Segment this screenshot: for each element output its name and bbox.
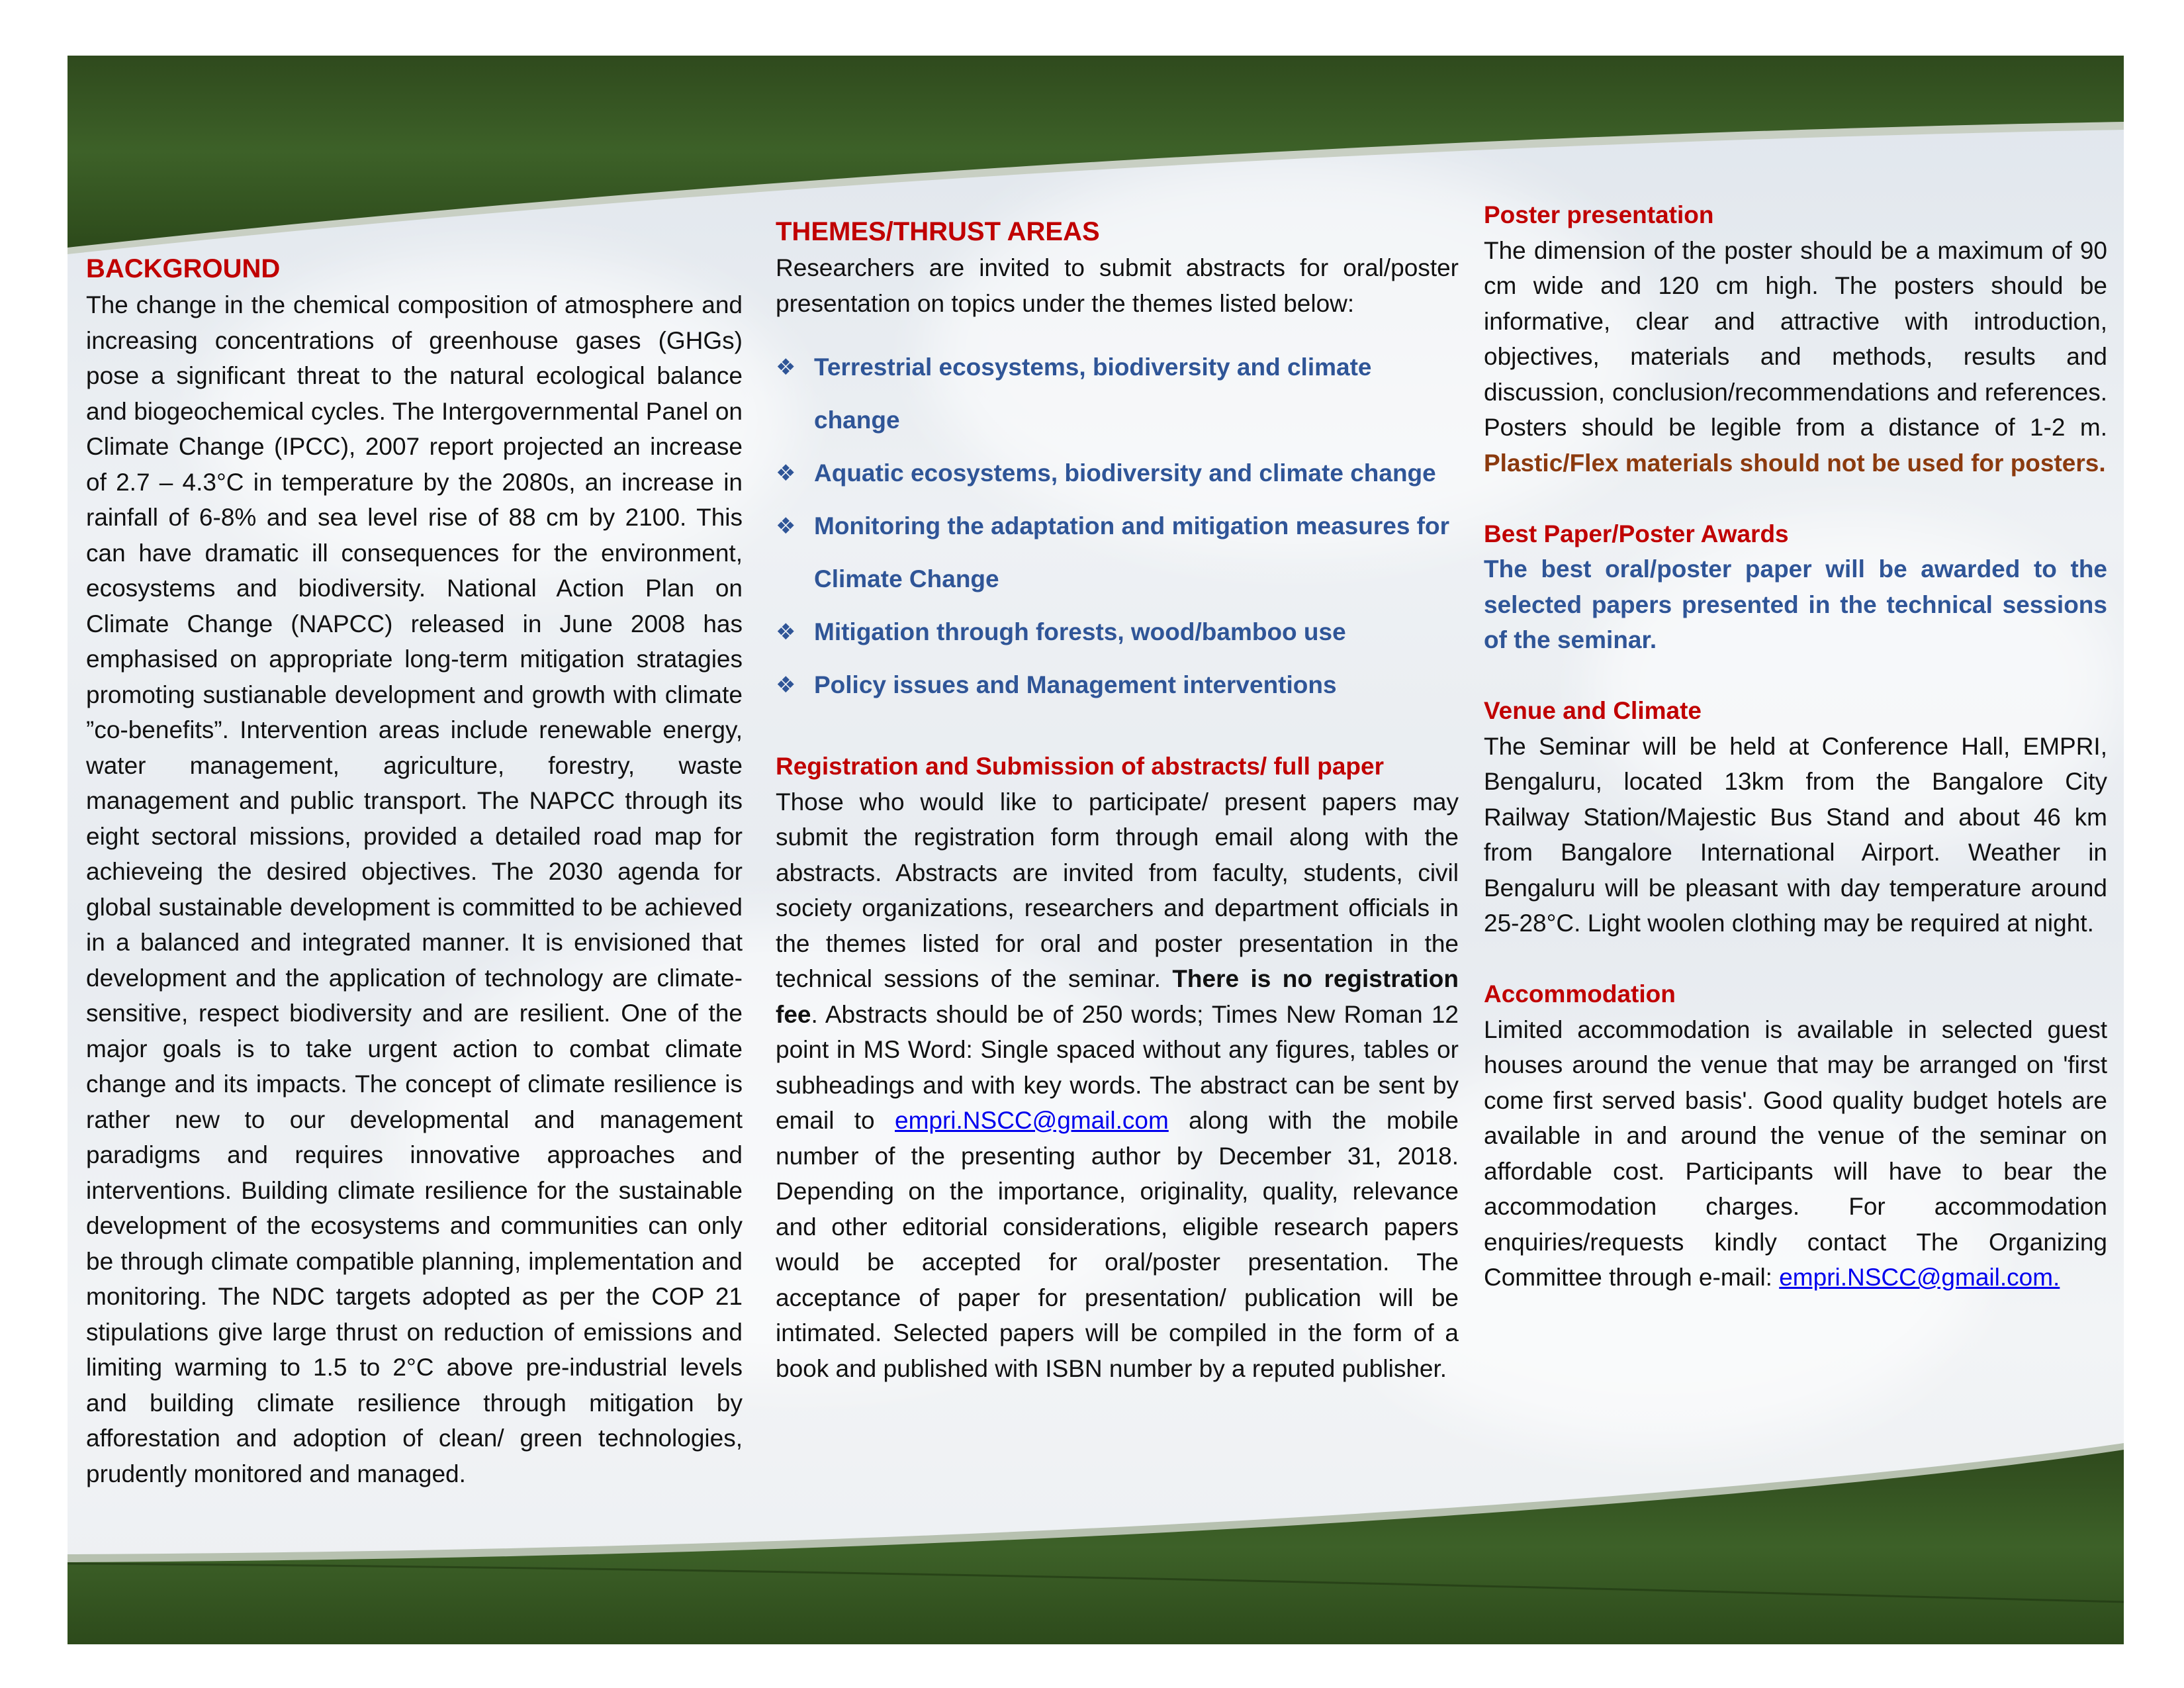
diamond-bullet-icon: ❖	[776, 514, 796, 539]
diamond-bullet-icon: ❖	[776, 620, 796, 645]
registration-email-link[interactable]: empri.NSCC@gmail.com	[895, 1107, 1169, 1134]
theme-item: ❖ Aquatic ecosystems, biodiversity and climate change	[776, 447, 1459, 500]
accommodation-body: Limited accommodation is available in selected guest houses around the venue that may be arranged on 'first come first served basis'. Good quality budget hotels are available in and around the venue of the seminar on affordable cost. Participants will have to bear the accommodation charges. For accommodation enquiries/requests kindly contact The Organizing Committee through e-mail: empri.NSCC@gmail.com.	[1484, 1015, 2107, 1291]
diamond-bullet-icon: ❖	[776, 355, 796, 380]
no-fee-notice: There is no registration fee	[776, 965, 1459, 1028]
background-heading: BACKGROUND	[86, 254, 281, 283]
themes-intro: Researchers are invited to submit abstracts for oral/poster presentation on topics under the themes listed below:	[776, 254, 1459, 317]
registration-heading: Registration and Submission of abstracts/ full paper	[776, 753, 1384, 780]
theme-item: ❖ Mitigation through forests, wood/bamboo use	[776, 606, 1459, 659]
info-column	[1484, 197, 2107, 1295]
background-body: The change in the chemical composition of atmosphere and increasing concentrations of greenhouse gases (GHGs) pose a significant threat to the natural ecological balance and biogeochemical cycles. The Intergovernmental Panel on Climate Change (IPCC), 2007 report projected an increase of 2.7 – 4.3°C in temperature by the 2080s, an increase in rainfall of 6-8% and sea level rise of 88 cm by 2100. This can have dramatic ill consequences for the environment, ecosystems and biodiversity. National Action Plan on Climate Change (NAPCC) released in June 2008 has emphasised on appropriate long-term mitigation stratagies promoting sustianable development and growth with climate ”co-benefits”. Intervention areas include renewable energy, water management, agriculture, forestry, waste management and public transport. The NAPCC through its eight sectoral missions, provided a detailed road map for achieveing the desired objectives. The 2030 agenda for global sustainable development is committed to be achieved in a balanced and integrated manner. It is envisioned that development and the application of technology are climate-sensitive, respect biodiversity and are resilient. One of the major goals is to take urgent action to combat climate change and its impacts. The concept of climate resilience is rather new to our developmental and management paradigms and requires innovative approaches and interventions. Building climate resilience for the sustainable development of the ecosystems and communities can only be through climate compatible planning, implementation and monitoring. The NDC targets adopted as per the COP 21 stipulations give large thrust on reduction of emissions and limiting warming to 1.5 to 2°C above pre-industrial levels and building climate resilience through mitigation by afforestation and adoption of clean/ green technologies, prudently monitored and managed.	[86, 291, 743, 1487]
background-column	[86, 250, 743, 1491]
venue-body: The Seminar will be held at Conference Hall, EMPRI, Bengaluru, located 13km from the Bangalore City Railway Station/Majestic Bus Stand and about 46 km from Bangalore International Airport. Weather in Bengaluru will be pleasant with day temperature around 25-28°C. Light woolen clothing may be required at night.	[1484, 732, 2107, 937]
themes-column	[776, 213, 1459, 1386]
awards-body: The best oral/poster paper will be awarded to the selected papers presented in the technical sessions of the seminar.	[1484, 555, 2107, 653]
diamond-bullet-icon: ❖	[776, 673, 796, 698]
poster-heading: Poster presentation	[1484, 201, 1714, 228]
theme-item: ❖ Terrestrial ecosystems, biodiversity and climate change	[776, 341, 1459, 447]
themes-heading: THEMES/THRUST AREAS	[776, 217, 1100, 246]
awards-heading: Best Paper/Poster Awards	[1484, 520, 1789, 547]
poster-warning: Plastic/Flex materials should not be used for posters.	[1484, 449, 2106, 477]
poster-body: The dimension of the poster should be a maximum of 90 cm wide and 120 cm high. The posters should be informative, clear and attractive with introduction, objectives, materials and methods, results and discussion, conclusion/recommendations and references. Posters should be legible from a distance of 1-2 m. Plastic/Flex materials should not be used for posters.	[1484, 236, 2107, 477]
themes-list	[776, 341, 1459, 712]
registration-body: Those who would like to participate/ present papers may submit the registration form through email along with the abstracts. Abstracts are invited from faculty, students, civil society organizations, researchers and department officials in the themes listed for oral and poster presentation in the technical sessions of the seminar. There is no registration fee. Abstracts should be of 250 words; Times New Roman 12 point in MS Word: Single spaced without any figures, tables or subheadings and with key words. The abstract can be sent by email to empri.NSCC@gmail.com along with the mobile number of the presenting author by December 31, 2018. Depending on the importance, originality, quality, relevance and other editorial considerations, eligible research papers would be accepted for oral/poster presentation. The acceptance of paper for presentation/ publication will be intimated. Selected papers will be compiled in the form of a book and published with ISBN number by a reputed publisher.	[776, 788, 1459, 1382]
venue-heading: Venue and Climate	[1484, 697, 1702, 724]
theme-item: ❖ Monitoring the adaptation and mitigation measures for Climate Change	[776, 500, 1459, 606]
accommodation-heading: Accommodation	[1484, 980, 1676, 1008]
diamond-bullet-icon: ❖	[776, 461, 796, 486]
accommodation-email-link[interactable]: empri.NSCC@gmail.com.	[1779, 1264, 2060, 1291]
theme-item: ❖ Policy issues and Management interventions	[776, 659, 1459, 712]
